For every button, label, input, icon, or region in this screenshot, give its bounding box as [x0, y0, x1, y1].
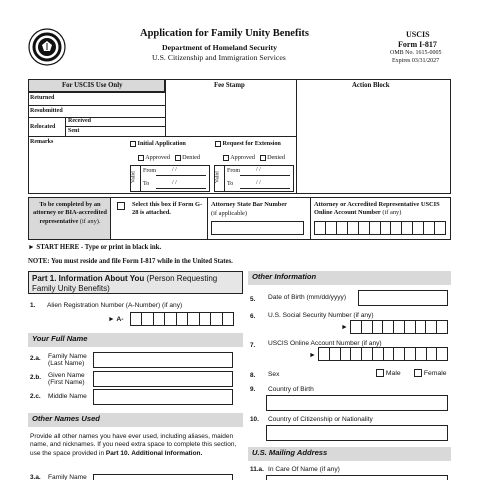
female-label: Female	[423, 369, 447, 377]
given-name-input[interactable]	[93, 371, 233, 387]
to-date: / /	[256, 180, 261, 186]
form-number: Form I-817	[398, 40, 437, 49]
q2a-label: Family Name (Last Name)	[48, 353, 87, 368]
request-extension-checkbox[interactable]	[215, 141, 221, 147]
date-of-birth-input[interactable]	[358, 290, 448, 306]
uscis-account-field[interactable]	[318, 347, 448, 361]
initial-application-label: Initial Application	[137, 140, 186, 147]
valid-label: Valid	[214, 171, 221, 184]
ssn-field[interactable]	[350, 320, 448, 334]
in-care-of-input[interactable]	[266, 475, 448, 480]
a-number-prefix: ► A-	[108, 316, 124, 323]
to-date: / /	[172, 180, 177, 186]
dhs-seal-icon	[28, 28, 66, 66]
q6-number: 6.	[250, 313, 256, 320]
female-checkbox[interactable]	[414, 369, 422, 377]
q2c-label: Middle Name	[48, 393, 87, 400]
middle-name-input[interactable]	[93, 389, 233, 405]
g28-checkbox[interactable]	[117, 202, 125, 210]
from-label: From	[227, 168, 241, 174]
action-block-label: Action Block	[352, 82, 390, 89]
q9-number: 9.	[250, 386, 256, 393]
part1-subtitle: (Person Requesting Family Unity Benefits)	[32, 274, 218, 293]
attorney-completed-by	[30, 201, 110, 226]
initial-approved	[138, 154, 200, 161]
male-label: Male	[385, 369, 401, 377]
resubmitted-label: Resubmitted	[30, 108, 63, 114]
account-label	[314, 201, 450, 218]
to-label: To	[227, 181, 234, 187]
other-names-text: Provide all other names you have ever used, including aliases, maiden name, and nicknames. If you need extra space to complete this section, use the space provided in	[30, 433, 237, 457]
country-of-citizenship-input[interactable]	[266, 425, 448, 441]
q2b-label: Given Name (First Name)	[48, 372, 85, 387]
other-names-instructions	[30, 433, 242, 458]
q6-label: U.S. Social Security Number (if any)	[268, 312, 374, 319]
approved-label: Approved	[145, 154, 170, 161]
q2b-number: 2.b.	[30, 374, 42, 381]
q2a-number: 2.a.	[30, 355, 41, 362]
other-info-heading: Other Information	[248, 271, 451, 285]
sex-male-option[interactable]	[376, 369, 401, 378]
other-family-name-input[interactable]	[93, 474, 233, 480]
attorney-account-number-field[interactable]	[314, 221, 446, 235]
omb-number: OMB No. 1615-0005	[390, 50, 442, 56]
q1-label: Alien Registration Number (A-Number) (if any)	[47, 302, 183, 309]
part1-title: Part 1. Information About You	[32, 274, 145, 283]
additional-info-ref: Additional Information.	[131, 449, 203, 457]
q5-number: 5.	[250, 296, 256, 303]
q11a-number: 11.a.	[250, 466, 264, 473]
mailing-address-heading: U.S. Mailing Address	[248, 447, 451, 461]
initial-application	[130, 140, 186, 147]
denied-label: Denied	[267, 154, 285, 161]
start-here: ► START HERE - Type or print in black ink.	[28, 244, 162, 251]
approved-label: Approved	[230, 154, 255, 161]
initial-approved-checkbox[interactable]	[138, 155, 144, 161]
q9-label: Country of Birth	[268, 386, 314, 393]
initial-denied-checkbox[interactable]	[175, 155, 181, 161]
returned-label: Returned	[30, 95, 55, 101]
q7-label: USCIS Online Account Number (if any)	[268, 340, 382, 347]
q2c-number: 2.c.	[30, 393, 41, 400]
uscis-label: USCIS	[406, 30, 430, 39]
q10-number: 10.	[250, 416, 259, 423]
q3a-label: Family Name	[48, 474, 87, 480]
sex-female-option[interactable]	[414, 369, 447, 378]
extension-approved-checkbox[interactable]	[223, 155, 229, 161]
denied-label: Denied	[182, 154, 200, 161]
part10-ref: Part 10.	[105, 449, 130, 457]
a-number-field[interactable]	[130, 312, 234, 326]
family-name-input[interactable]	[93, 352, 233, 368]
if-applicable-label: (if applicable)	[211, 210, 248, 217]
relocated-label: Relocated	[30, 124, 56, 130]
other-names-heading: Other Names Used	[28, 413, 243, 427]
g28-label: Select this box if Form G-28 is attached.	[132, 201, 203, 217]
account-arrow: ►	[309, 351, 316, 359]
part1-header	[28, 271, 243, 294]
full-name-heading: Your Full Name	[28, 333, 243, 347]
from-date: / /	[172, 167, 177, 173]
office-use-title: For USCIS Use Only	[62, 82, 123, 89]
request-extension-label: Request for Extension	[222, 140, 281, 147]
q7-number: 7.	[250, 342, 256, 349]
account-label-text: Attorney or Accredited Representative USCIS Online Account Number	[314, 201, 440, 217]
q8-label: Sex	[268, 371, 280, 378]
department-name: Department of Homeland Security	[162, 43, 277, 52]
valid-label: Valid	[130, 171, 137, 184]
initial-application-checkbox[interactable]	[130, 141, 136, 147]
q10-label: Country of Citizenship or Nationality	[268, 416, 373, 423]
residence-note: NOTE: You must reside and file Form I-817 while in the United States.	[28, 258, 233, 265]
to-label: To	[143, 181, 150, 187]
country-of-birth-input[interactable]	[266, 395, 448, 411]
q1-number: 1.	[30, 302, 36, 309]
account-if-any: (if any)	[382, 209, 402, 217]
bar-number-label: Attorney State Bar Number	[211, 201, 288, 208]
from-date: / /	[256, 167, 261, 173]
ssn-arrow: ►	[341, 323, 348, 331]
completed-by-text: To be completed by an attorney or BIA-accredited representative	[33, 201, 107, 225]
sent-label: Sent	[68, 128, 80, 134]
fee-stamp-label: Fee Stamp	[214, 82, 245, 89]
request-extension	[215, 140, 281, 147]
remarks-label: Remarks	[30, 139, 54, 145]
form-title: Application for Family Unity Benefits	[140, 28, 309, 39]
male-checkbox[interactable]	[376, 369, 384, 377]
extension-approved	[223, 154, 285, 161]
q3a-number: 3.a.	[30, 474, 41, 480]
expiration-date: Expires 03/31/2027	[392, 58, 440, 64]
from-label: From	[143, 168, 157, 174]
q5-label: Date of Birth (mm/dd/yyyy)	[268, 294, 347, 301]
agency-name: U.S. Citizenship and Immigration Services	[152, 53, 286, 62]
extension-denied-checkbox[interactable]	[260, 155, 266, 161]
received-label: Received	[68, 118, 91, 124]
if-any-text: (if any).	[79, 217, 101, 225]
q11a-label: In Care Of Name (if any)	[268, 466, 340, 473]
bar-number-field[interactable]	[211, 221, 304, 235]
q8-number: 8.	[250, 372, 256, 379]
